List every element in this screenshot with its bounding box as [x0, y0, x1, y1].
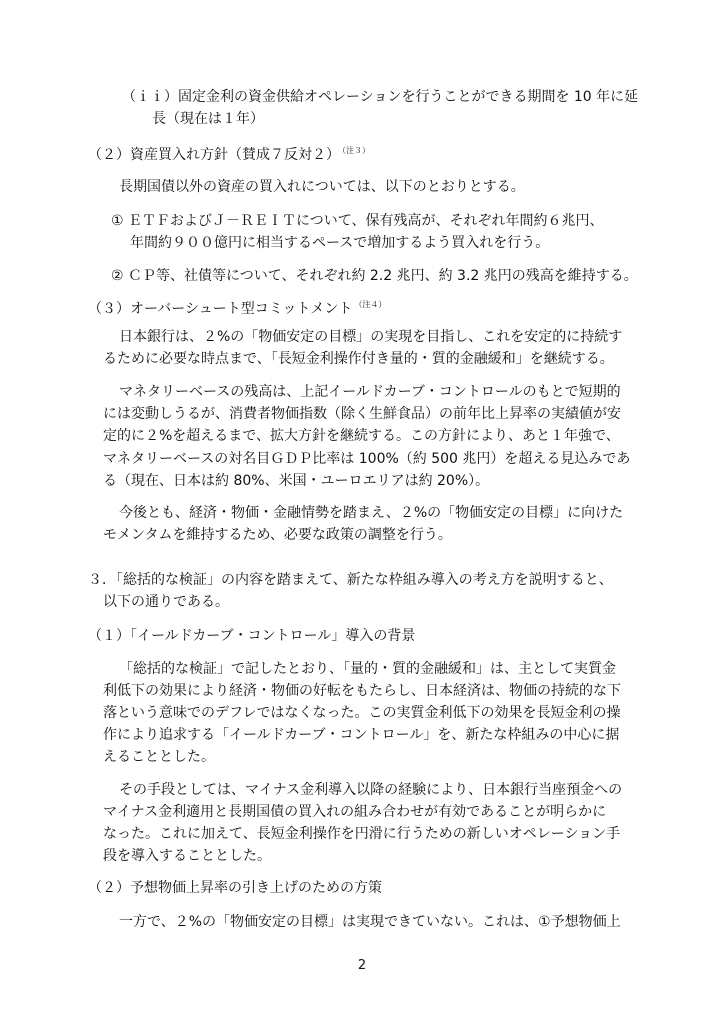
text-line: 長（現在は１年）: [152, 111, 264, 127]
text-line: には変動しうるが、消費者物価指数（除く生鮮食品）の前年比上昇率の実績値が安: [103, 406, 621, 422]
text-line: えることとした。: [103, 749, 215, 765]
section-heading: （１）「イールドカーブ・コントロール」導入の背景: [88, 628, 416, 644]
text-line: モメンタムを維持するため、必要な政策の調整を行う。: [103, 527, 452, 543]
text-line: その手段としては、マイナス金利導入以降の経験により、日本銀行当座預金への: [119, 782, 623, 798]
section-heading: （３）オーバーシュート型コミットメント $^{(注4)}$: [88, 300, 387, 317]
text-line: 年間約９００億円に相当するペースで増加するよう買入れを行う。: [130, 235, 550, 251]
text-line: 日本銀行は、２%の「物価安定の目標」の実現を目指し、これを安定的に持続す: [119, 329, 623, 345]
section-heading: （２）予想物価上昇率の引き上げのための方策: [88, 880, 382, 896]
text-line: 段を導入することとした。: [103, 848, 271, 864]
page-number: 2: [357, 958, 367, 973]
text-line: マネタリーベースの残高は、上記イールドカーブ・コントロールのもとで短期的: [119, 384, 621, 400]
list-item: ① ＥＴＦおよびＪ－ＲＥＩＴについて、保有残高が、それぞれ年間約６兆円、: [111, 213, 604, 229]
text-line: 定的に２%を超えるまで、拡大方針を継続する。この方針により、あと１年強で、: [103, 428, 620, 444]
text-line: マネタリーベースの対名目ＧＤＰ比率は 100%（約 500 兆円）を超える見込みであ: [103, 451, 631, 467]
text-line: 長期国債以外の資産の買入れについては、以下のとおりとする。: [119, 179, 525, 195]
text-line: 「総括的な検証」で記したとおり、「量的・質的金融緩和」は、主として実質金: [119, 661, 616, 677]
text-line: る（現在、日本は約 80%、米国・ユーロエリアは約 20%）。: [103, 473, 490, 489]
footnote-ref: （注４）: [354, 300, 387, 309]
text-line: 今後とも、経済・物価・金融情勢を踏まえ、２%の「物価安定の目標」に向けた: [119, 505, 624, 521]
text-line: （ｉｉ）固定金利の資金供給オペレーションを行うことができる期間を 10 年に延: [122, 89, 639, 105]
text-line: るために必要な時点まで、「長短金利操作付き量的・質的金融緩和」を継続する。: [103, 351, 614, 367]
text-line: 以下の通りである。: [103, 594, 229, 610]
text-line: マイナス金利適用と長期国債の買入れの組み合わせが有効であることが明らかに: [103, 804, 607, 820]
text-line: 作により追求する「イールドカーブ・コントロール」を、新たな枠組みの中心に据: [103, 727, 620, 743]
text-line: 落という意味でのデフレではなくなった。この実質金利低下の効果を長短金利の操: [103, 705, 621, 721]
footnote-ref: （注３）: [342, 146, 370, 155]
section-heading: （２）資産買入れ方針（賛成７反対２） $^{(注3)}$: [88, 146, 370, 163]
text-line: なった。これに加えて、長短金利操作を円滑に行うための新しいオペレーション手: [103, 826, 621, 842]
list-item: ② ＣＰ等、社債等について、それぞれ約 2.2 兆円、約 3.2 兆円の残高を維持する。: [111, 268, 638, 284]
text-line: 一方で、２%の「物価安定の目標」は実現できていない。これは、①予想物価上: [119, 914, 621, 930]
text-line: 利低下の効果により経済・物価の好転をもたらし、日本経済は、物価の持続的な下: [103, 683, 621, 699]
section-heading: ３．「総括的な検証」の内容を踏まえて、新たな枠組み導入の考え方を説明すると、: [88, 572, 613, 588]
